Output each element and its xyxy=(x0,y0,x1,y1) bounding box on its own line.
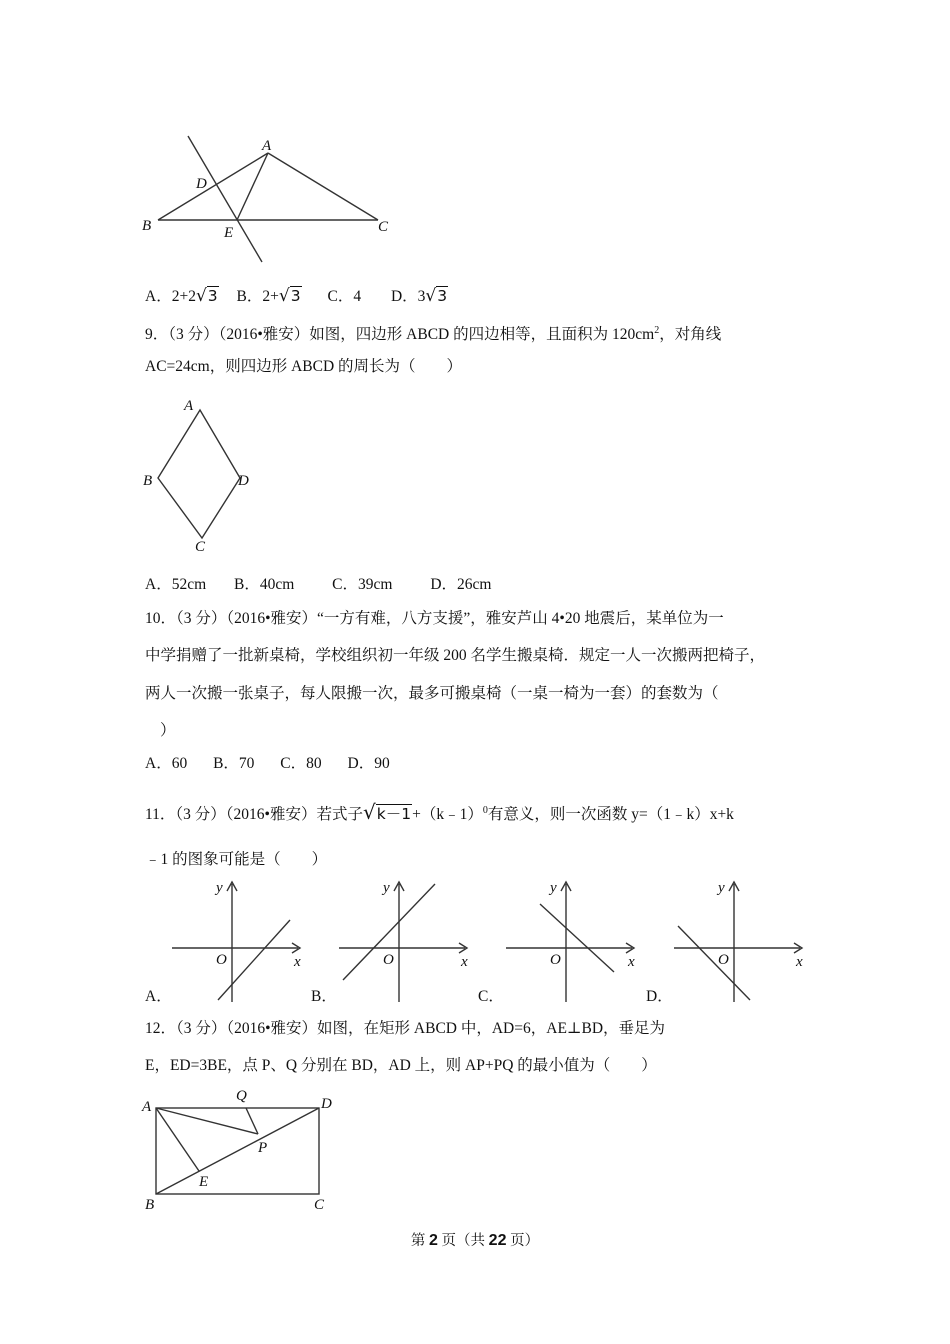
q11-line-2: ﹣1 的图象可能是（ ） xyxy=(145,851,328,868)
q12-label-d: D xyxy=(321,1096,332,1112)
q10-option-d: D．90 xyxy=(347,755,390,772)
sqrt-sign: √k－1 xyxy=(362,800,412,825)
q12-label-q: Q xyxy=(236,1088,247,1104)
q12-label-b: B xyxy=(145,1197,155,1213)
q9-label-c: C xyxy=(195,539,206,555)
q8-option-c: C．4 xyxy=(327,288,362,305)
q10-options xyxy=(145,754,390,774)
q11-b-x-label: x xyxy=(461,954,468,970)
q8-label-a: A xyxy=(262,138,272,154)
current-page-number: 2 xyxy=(429,1232,438,1249)
q12-label-a: A xyxy=(142,1099,152,1115)
q10-option-a: A．60 xyxy=(145,755,188,772)
q10-option-b: B．70 xyxy=(213,755,255,772)
q11-d-origin: O xyxy=(718,952,729,968)
q11-option-c: C． xyxy=(478,988,504,1005)
q8-label-b: B xyxy=(142,218,152,234)
q8-figure xyxy=(138,130,398,270)
q9-options xyxy=(145,575,491,595)
q9-label-b: B xyxy=(143,473,153,489)
q9-label-a: A xyxy=(184,398,194,414)
q8-options xyxy=(145,286,448,307)
q12-figure xyxy=(138,1082,348,1217)
q8-label-e: E xyxy=(224,225,234,241)
sqrt-sign: √3 xyxy=(425,286,448,306)
q12-label-c: C xyxy=(314,1197,325,1213)
q11-a-origin: O xyxy=(216,952,227,968)
q11-graph-d xyxy=(670,878,810,1004)
q12-line-2: E，ED=3BE，点 P、Q 分别在 BD，AD 上，则 AP+PQ 的最小值为（ ） xyxy=(145,1057,657,1074)
q11-option-a: A． xyxy=(145,988,172,1005)
q10-line-3: 两人一次搬一张桌子，每人限搬一次，最多可搬桌椅（一桌一椅为一套）的套数为（ xyxy=(145,685,719,702)
q9-option-a: A．52cm xyxy=(145,576,207,593)
q11-d-y-label: y xyxy=(718,880,725,896)
q9-line-2: AC=24cm，则四边形 ABCD 的周长为（ ） xyxy=(145,358,463,375)
q10-line-1: 10．（3 分）（2016•雅安）“一方有难，八方支援”，雅安芦山 4•20 地震后，某单位为一 xyxy=(145,610,724,627)
q12-line-1: 12．（3 分）（2016•雅安）如图，在矩形 ABCD 中，AD=6，AE⊥BD，垂足为 xyxy=(145,1020,666,1037)
sqrt-sign: √3 xyxy=(278,286,301,306)
q11-line-1: 11．（3 分）（2016•雅安）若式子√k－1+（k﹣1）$^0$有意义，则一次函数 y=（1﹣k）x+k xyxy=(145,800,734,825)
q11-a-y-label: y xyxy=(216,880,223,896)
q9-option-c: C．39cm xyxy=(332,576,393,593)
q10-line-4: ） xyxy=(160,722,176,739)
sqrt-sign: √3 xyxy=(195,286,218,306)
q8-label-c: C xyxy=(378,219,389,235)
q9-option-b: B．40cm xyxy=(234,576,295,593)
q8-option-d: D．3√3 xyxy=(390,286,448,306)
q11-d-x-label: x xyxy=(796,954,803,970)
page-footer: 第 2 页（共 22 页） xyxy=(410,1232,540,1249)
q12-label-e: E xyxy=(199,1174,209,1190)
q11-b-y-label: y xyxy=(383,880,390,896)
q12-label-p: P xyxy=(258,1140,268,1156)
q11-graph-a xyxy=(168,878,308,1004)
q11-c-x-label: x xyxy=(628,954,635,970)
q11-graph-b xyxy=(335,878,475,1004)
q11-c-origin: O xyxy=(550,952,561,968)
q9-figure xyxy=(138,392,268,557)
q10-option-c: C．80 xyxy=(280,755,322,772)
q9-option-d: D．26cm xyxy=(430,576,492,593)
q11-a-x-label: x xyxy=(294,954,301,970)
q10-line-2: 中学捐赠了一批新桌椅，学校组织初一年级 200 名学生搬桌椅．规定一人一次搬两把椅子， xyxy=(145,647,766,664)
q11-b-origin: O xyxy=(383,952,394,968)
q9-label-d: D xyxy=(238,473,249,489)
q11-graph-c xyxy=(502,878,642,1004)
q8-option-a: A．2+2√3 xyxy=(145,286,218,306)
q11-option-d: D． xyxy=(646,988,673,1005)
q8-option-b: B．2+√3 xyxy=(236,286,301,306)
q8-label-d: D xyxy=(196,176,207,192)
total-page-number: 22 xyxy=(488,1232,507,1249)
q9-line-1: 9．（3 分）（2016•雅安）如图，四边形 ABCD 的四边相等，且面积为 $120cm^2$，对角线 xyxy=(145,325,722,344)
q11-c-y-label: y xyxy=(550,880,557,896)
q11-option-b: B． xyxy=(311,988,337,1005)
